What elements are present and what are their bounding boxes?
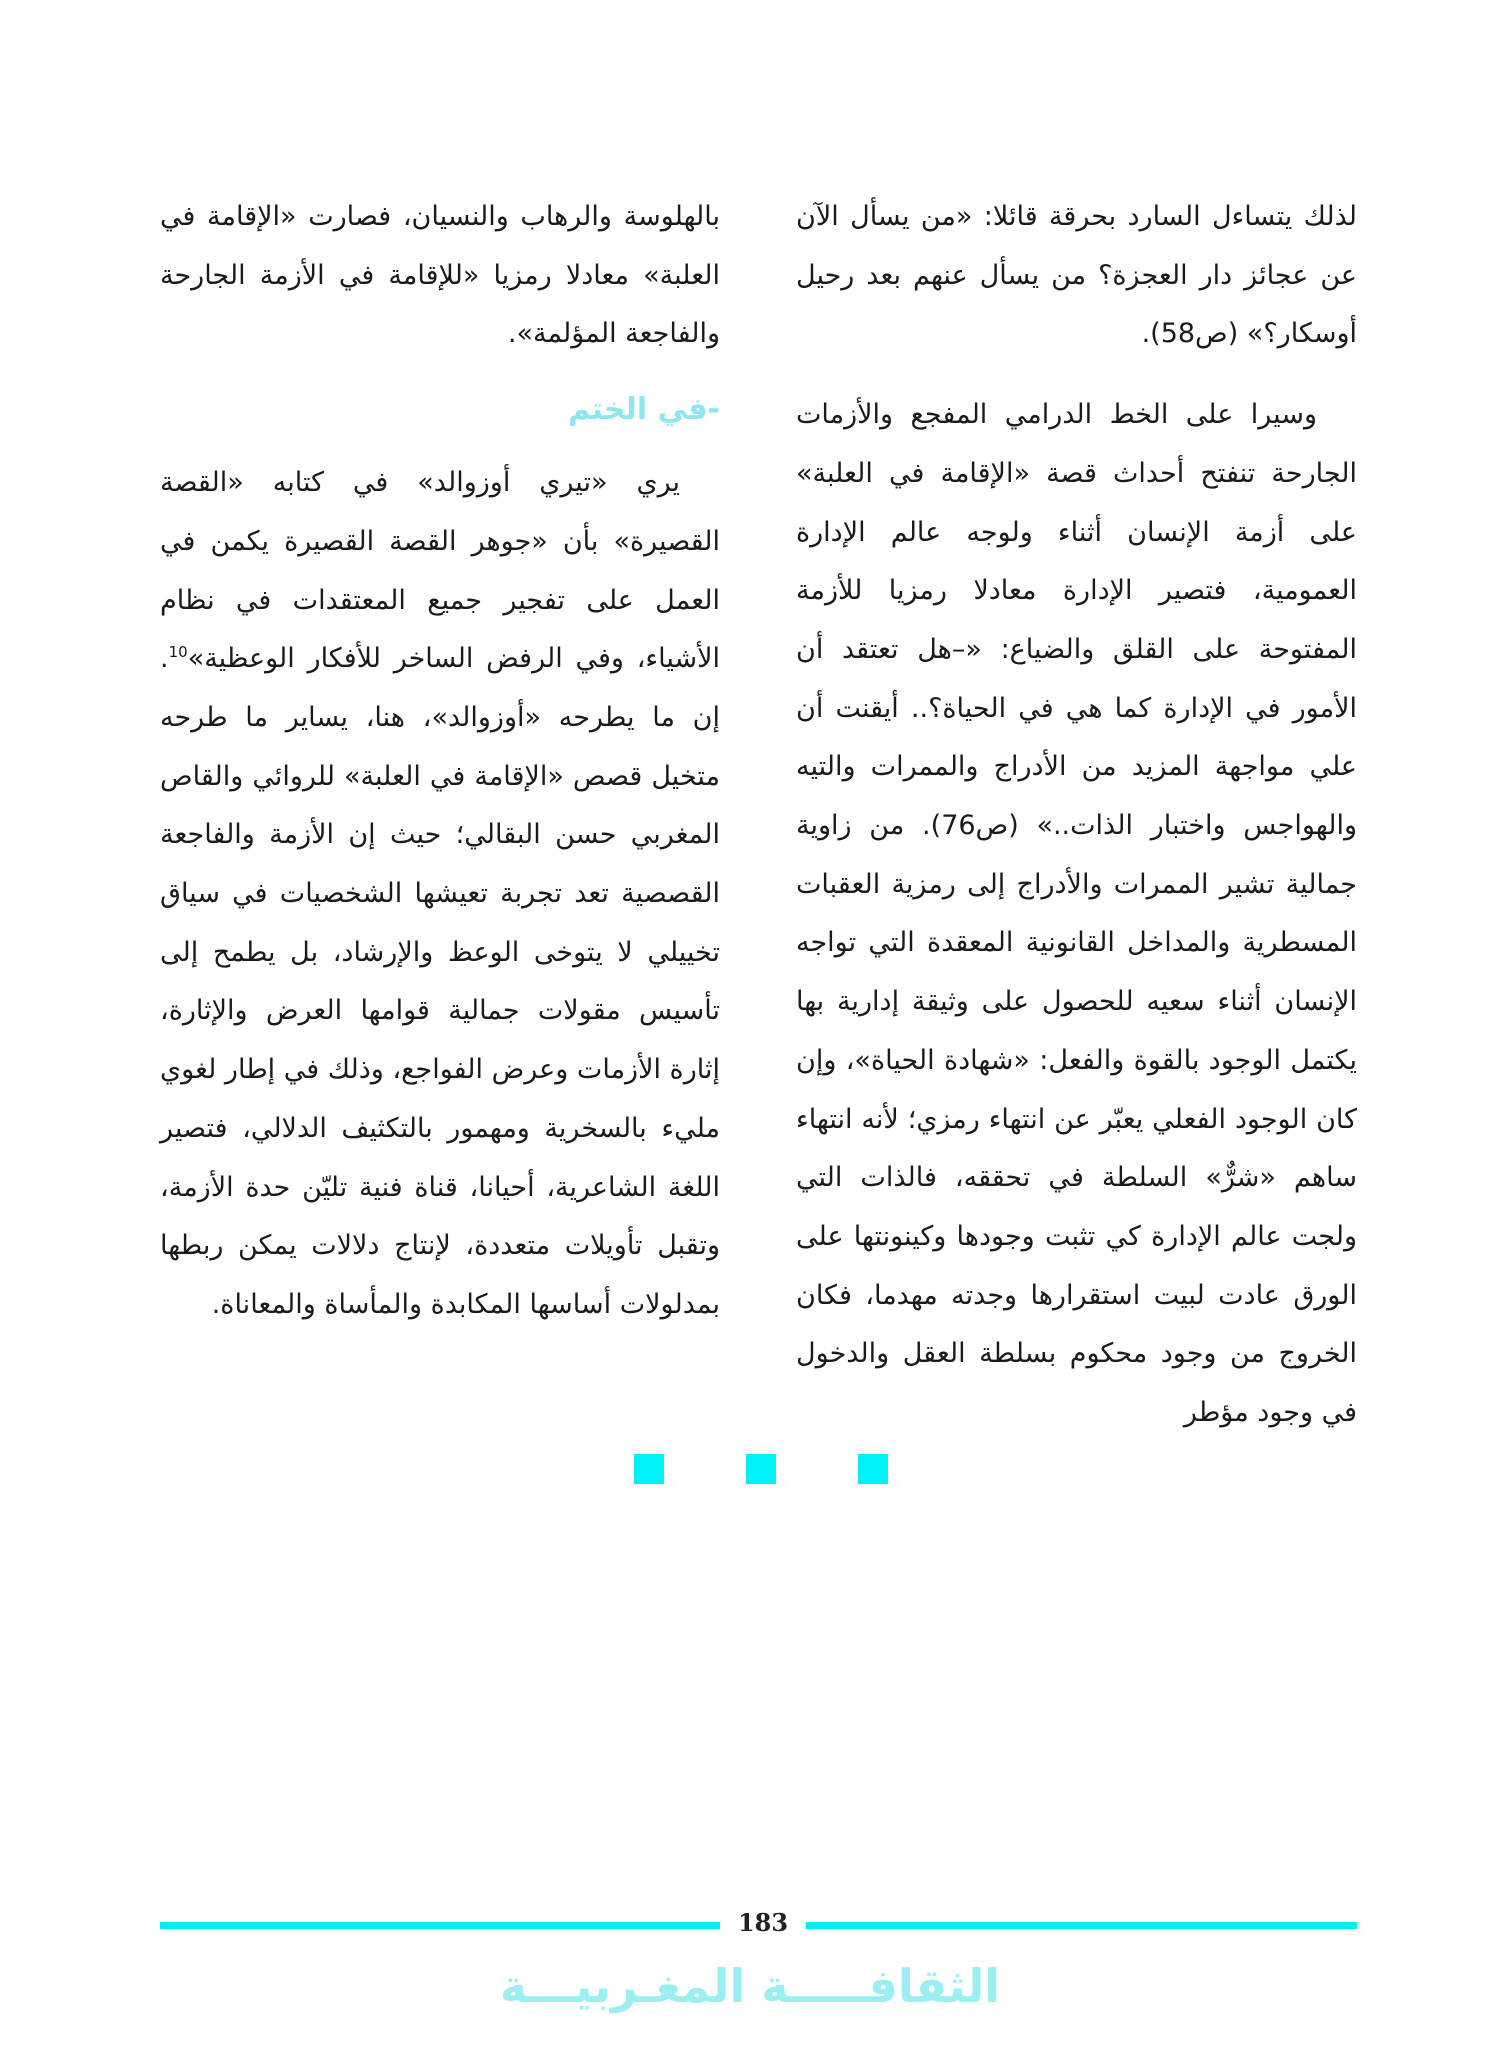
right-paragraph-1: لذلك يتساءل السارد بحرقة قائلا: «من يسأل الآن عن عجائز دار العجزة؟ من يسأل عنهم بعد رحيل أوسكار؟» (ص58). [796, 201, 1357, 350]
left-paragraph-2-end: . إن ما يطرحه «أوزوالد»، هنا، يساير ما طرحه متخيل قصص «الإقامة في العلبة» للروائي والقاص المغربي حسن البقالي؛ حيث إن الأزمة والفاجعة القصصية تعد تجربة تعيشها الشخصيات في سياق تخييلي لا يتوخى الوعظ والإرشاد، بل يطمح إلى تأسيس مقولات جمالية قوامها العرض والإثارة، إثارة الأزمات وعرض الفواجع، وذلك في إطار لغوي مليء بالسخرية ومهمور بالتكثيف الدلالي، فتصير اللغة الشاعرية، أحيانا، قناة فنية تليّن حدة الأزمة، وتقبل تأويلات متعددة، لإنتاج دلالات يمكن ربطها بمدلولات أساسها المكابدة والمأساة والمعاناة. [160, 643, 720, 1320]
footnote-marker: 10 [168, 643, 188, 662]
footer-rule-right [806, 1922, 1357, 1929]
section-end-square [634, 1454, 664, 1484]
right-paragraph-2: وسيرا على الخط الدرامي المفجع والأزمات الجارحة تنفتح أحداث قصة «الإقامة في العلبة» على أزمة الإنسان أثناء ولوجه عالم الإدارة العمومية، فتصير الإدارة معادلا رمزيا للأزمة المفتوحة على القلق والضياع: «–هل تعتقد أن الأمور في الإدارة كما هي في الحياة؟.. أيقنت أن علي مواجهة المزيد من الأدراج والممرات والتيه والهواجس واختبار الذات..» (ص76). من زاوية جمالية تشير الممرات والأدراج إلى رمزية العقبات المسطرية والمداخل القانونية المعقدة التي تواجه الإنسان أثناء سعيه للحصول على وثيقة إدارية بها يكتمل الوجود بالقوة والفعل: «شهادة الحياة»، وإن كان الوجود الفعلي يعبّر عن انتهاء رمزي؛ لأنه انتهاء ساهم «شرٌّ» السلطة في تحققه، فالذات التي ولجت عالم الإدارة كي تثبت وجودها وكينونتها على الورق عادت لبيت استقرارها وجدته مهدما، فكان الخروج من وجود محكوم بسلطة العقل والدخول في وجود مؤطر [796, 399, 1357, 1429]
right-column [796, 188, 1357, 1443]
left-paragraph-2-start: يري «تيري أوزوالد» في كتابه «القصة القصيرة» بأن «جوهر القصة القصيرة يكمن في العمل على تفجير جميع المعتقدات في نظام الأشياء، وفي الرفض الساخر للأفكار الوعظية» [160, 467, 720, 675]
footer-rule-left [160, 1922, 720, 1929]
magazine-title: الثقافـــــة المغـربيـــة [499, 1959, 1001, 2013]
page-number: 183 [737, 1908, 789, 1937]
left-paragraph-1: بالهلوسة والرهاب والنسيان، فصارت «الإقامة في العلبة» معادلا رمزيا «للإقامة في الأزمة الجارحة والفاجعة المؤلمة». [160, 201, 720, 350]
left-paragraph-2 [160, 454, 720, 1335]
section-end-square [858, 1454, 888, 1484]
section-heading-conclusion: -في الختم [568, 392, 720, 428]
section-end-square [746, 1454, 776, 1484]
left-column [160, 188, 720, 1335]
